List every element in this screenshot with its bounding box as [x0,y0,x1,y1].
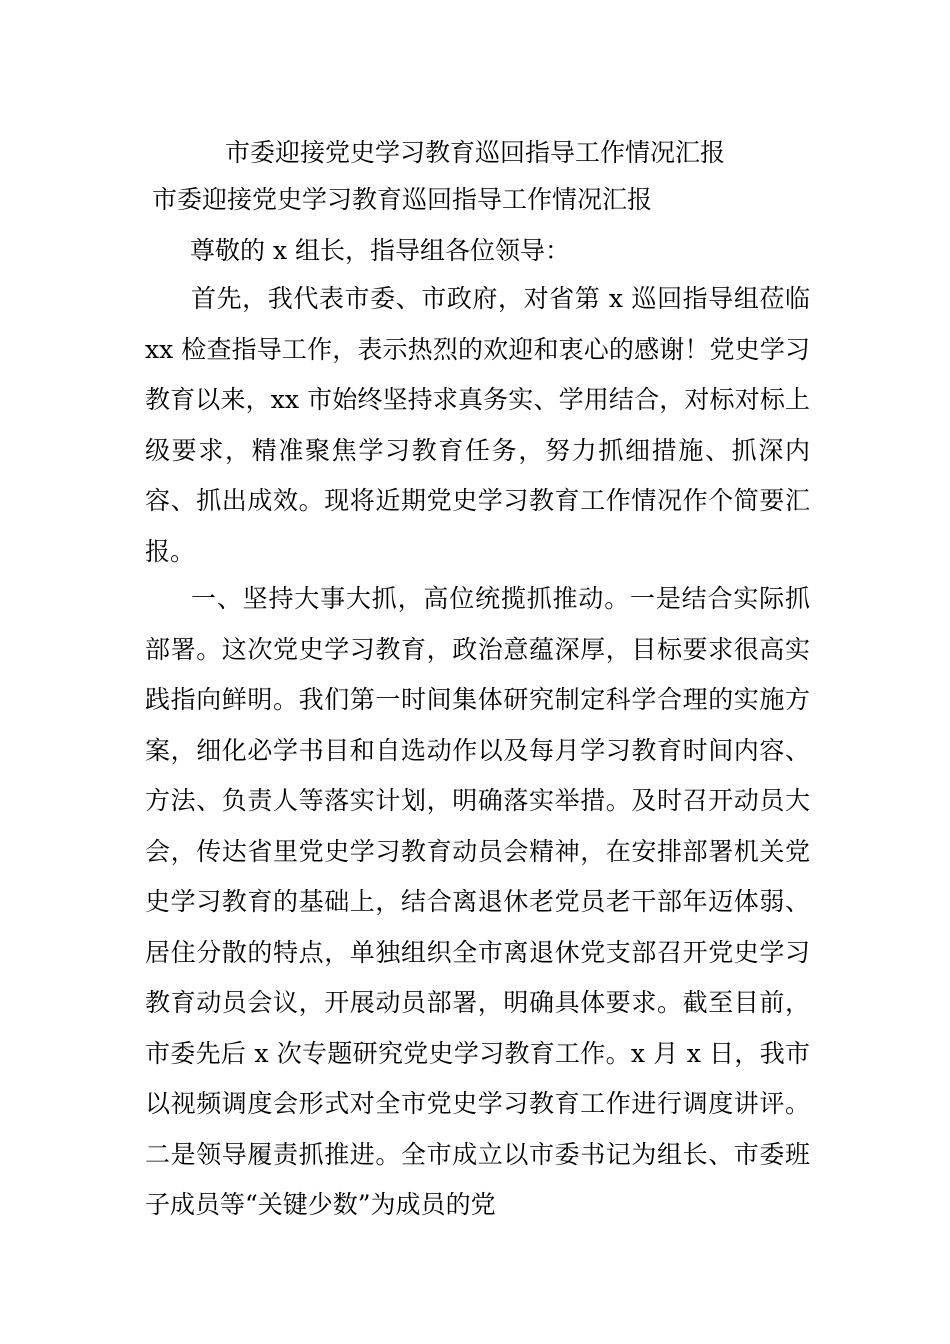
paragraph-section-one: 一、坚持大事大抓，高位统揽抓推动。一是结合实际抓部署。这次党史学习教育，政治意蕴深厚，目标要求很高实践指向鲜明。我们第一时间集体研究制定科学合理的实施方案，细化必学书目和自选动作以及每月学习教育时间内容、方法、负责人等落实计划，明确落实举措。及时召开动员大会，传达省里党史学习教育动员会精神，在安排部署机关党史学习教育的基础上，结合离退休老党员老干部年迈体弱、居住分散的特点，单独组织全市离退休党支部召开党史学习教育动员会议，开展动员部署，明确具体要求。截至目前，市委先后 x 次专题研究党史学习教育工作。x 月 x 日，我市以视频调度会形式对全市党史学习教育工作进行调度讲评。二是领导履责抓推进。全市成立以市委书记为组长、市委班子成员等“关键少数”为成员的党 [145,584,810,1219]
document-subtitle: 市委迎接党史学习教育巡回指导工作情况汇报 [152,185,653,214]
salutation: 尊敬的 x 组长，指导组各位领导： [190,236,570,265]
paragraph-intro: 首先，我代表市委、市政府，对省第 x 巡回指导组莅临 xx 检查指导工作，表示热烈的欢迎和衷心的感谢！党史学习教育以来，xx 市始终坚持求真务实、学用结合，对标对标上级要求，精准聚焦学习教育任务，努力抓细措施、抓深内容、抓出成效。现将近期党史学习教育工作情况作个简要汇报。 [145,284,810,566]
document-title: 市委迎接党史学习教育巡回指导工作情况汇报 [224,138,725,167]
